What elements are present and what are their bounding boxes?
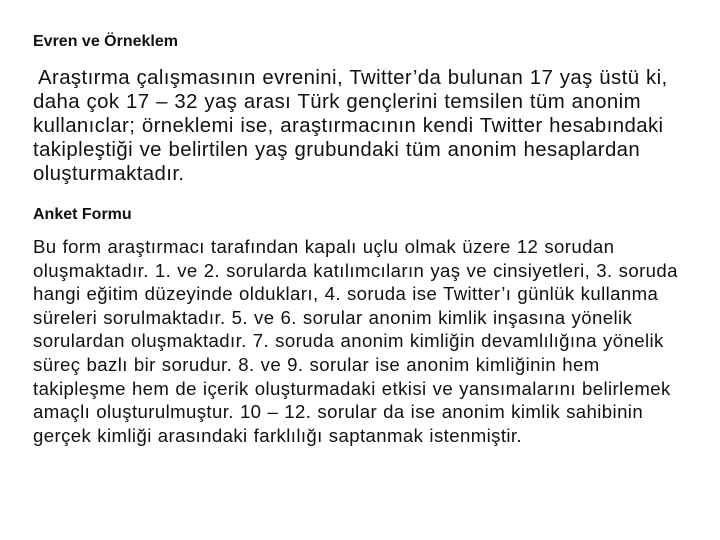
section-body-evren-ve-orneklem: Araştırma çalışmasının evrenini, Twitter’da bulunan 17 yaş üstü ki, daha çok 17 – 32 yaş arası Türk gençlerini temsilen tüm anonim kullanıclar; örneklemi ise, araştırmacının kendi Twitter hesabındaki takipleştiği ve belirtilen yaş grubundaki tüm anonim hesaplardan oluşturmaktadır. (33, 67, 668, 185)
section-heading-anket-formu: Anket Formu (33, 206, 132, 223)
section-heading-evren-ve-orneklem: Evren ve Örneklem (33, 33, 178, 50)
section-body-anket-formu: Bu form araştırmacı tarafından kapalı uçlu olmak üzere 12 sorudan oluşmaktadır. 1. ve 2. sorularda katılımcıların yaş ve cinsiyetleri, 3. soruda hangi eğitim düzeyinde oldukları, 4. soruda ise Twitter’ı günlük kullanma süreleri sorulmaktadır. 5. ve 6. sorular anonim kimlik inşasına yönelik sorulardan oluşmaktadır. 7. soruda anonim kimliğin devamlılığına yönelik süreç bazlı bir sorudur. 8. ve 9. sorular ise anonim kimliğinin hem takipleşme hem de içerik oluşturmadaki etkisi ve yansımalarını belirlemek amaçlı oluşturulmuştur. 10 – 12. sorular da ise anonim kimlik sahibinin gerçek kimliği arasındaki farklılığı saptanmak istenmiştir. (33, 236, 678, 446)
